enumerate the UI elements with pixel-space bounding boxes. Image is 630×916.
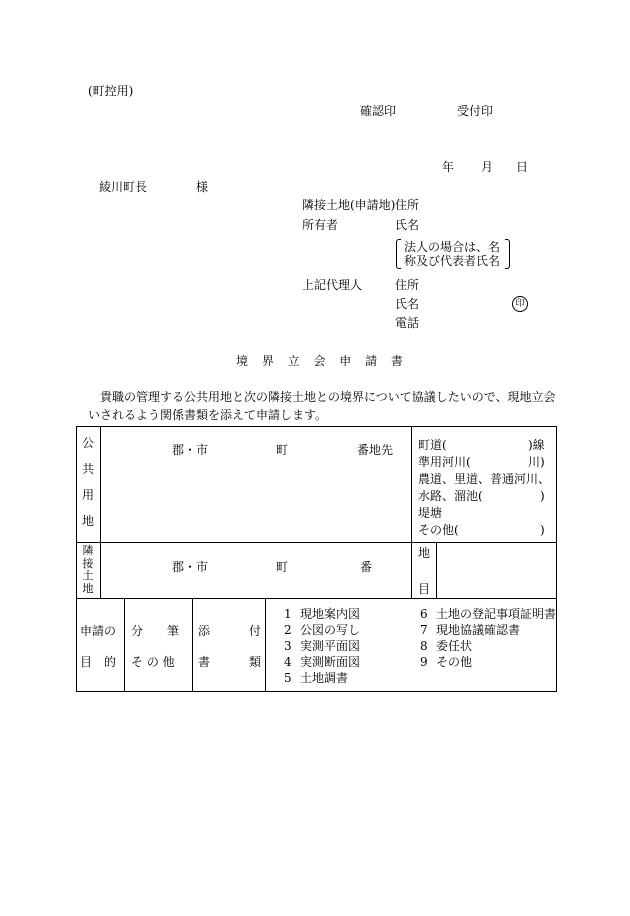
doc-num: 9 — [420, 655, 428, 669]
type-label-waterway: 水路、溜池( — [418, 489, 483, 503]
seal-icon: 印 — [512, 296, 528, 312]
purpose-label-a: 申請の — [80, 624, 117, 638]
doc-text: 土地調書 — [300, 671, 349, 685]
type-label-river: 準用河川( — [418, 455, 471, 469]
type-close-town-road: )線 — [528, 438, 545, 452]
type-label-farm-road: 農道、里道、普通河川、 — [418, 472, 551, 486]
public-land-char-4: 地 — [81, 514, 94, 528]
doc-num: 7 — [420, 623, 428, 637]
doc-num: 8 — [420, 639, 428, 653]
adjacent-char-2: 接 — [82, 556, 94, 570]
doc-text: 委任状 — [436, 639, 473, 653]
adjacent-char-4: 地 — [82, 581, 94, 595]
purpose-sonota: そ の 他 — [131, 655, 175, 669]
doc-text: 現地案内図 — [300, 607, 361, 621]
adjacent-land-label: 隣接土地(申請地) — [302, 198, 396, 212]
doc-num: 4 — [284, 655, 292, 669]
doc-text: 土地の登記事項証明書 — [436, 607, 557, 621]
agent-label: 上記代理人 — [302, 278, 363, 292]
attach-char-2: 付 — [249, 624, 262, 638]
adjacent-char-1: 隣 — [82, 544, 94, 557]
doc-text: その他 — [436, 655, 473, 669]
doc-text: 実測平面図 — [300, 639, 361, 653]
doc-num: 3 — [284, 639, 292, 653]
office-use-label: (町控用) — [88, 84, 134, 98]
docs-char-2: 類 — [249, 655, 262, 669]
doc-text: 公図の写し — [300, 623, 361, 637]
corp-note-line2: 称及び代表者氏名 — [404, 254, 501, 268]
receipt-seal-label: 受付印 — [457, 104, 494, 118]
adjacent-ban: 番 — [360, 560, 373, 574]
applicant-address-label: 住所 — [395, 198, 420, 212]
type-close-river: 川) — [528, 455, 545, 469]
owner-label: 所有者 — [302, 218, 339, 232]
adjacent-gun-shi: 郡・市 — [172, 560, 209, 574]
chimoku-char-1: 地 — [418, 546, 431, 560]
docs-char-1: 書 — [198, 655, 211, 669]
date-day: 日 — [516, 160, 529, 174]
public-gun-shi: 郡・市 — [172, 443, 209, 457]
phone-label: 電話 — [395, 316, 420, 330]
doc-text: 実測断面図 — [300, 655, 361, 669]
corp-note-bracket-left — [396, 239, 401, 269]
attach-char-1: 添 — [198, 624, 211, 638]
addressee: 綾川町長 — [99, 180, 148, 194]
public-land-char-1: 公 — [81, 436, 94, 450]
type-close-other: ) — [540, 523, 545, 537]
purpose-bunpitsu: 分 筆 — [131, 624, 180, 638]
adjacent-char-3: 土 — [82, 569, 94, 582]
corp-note-bracket-right — [505, 239, 510, 269]
type-label-other: その他( — [418, 523, 459, 537]
confirm-seal-label: 確認印 — [360, 104, 397, 118]
doc-num: 6 — [420, 607, 428, 621]
chimoku-char-2: 目 — [418, 582, 431, 596]
agent-address-label: 住所 — [395, 278, 420, 292]
public-banchi: 番地先 — [357, 443, 394, 457]
agent-name-label: 氏名 — [395, 297, 420, 311]
public-land-char-2: 共 — [81, 462, 94, 476]
doc-text: 現地協議確認書 — [436, 623, 521, 637]
adjacent-machi: 町 — [276, 560, 289, 574]
type-label-embankment: 堤塘 — [418, 506, 443, 520]
intro-line1: 貴職の管理する公共用地と次の隣接土地との境界について協議したいので、現地立会 — [100, 390, 556, 404]
doc-num: 2 — [284, 623, 292, 637]
applicant-name-label: 氏名 — [395, 218, 420, 232]
public-land-char-3: 用 — [81, 488, 94, 502]
doc-num: 5 — [284, 671, 292, 685]
public-machi: 町 — [276, 443, 289, 457]
date-year: 年 — [442, 160, 455, 174]
doc-num: 1 — [284, 607, 292, 621]
type-close-waterway: ) — [540, 489, 545, 503]
intro-line2: いされるよう関係書類を添えて申請します。 — [88, 408, 328, 422]
date-month: 月 — [481, 160, 494, 174]
purpose-label-b: 目 的 — [80, 655, 117, 669]
page-title: 境 界 立 会 申 請 書 — [236, 354, 408, 368]
honorific: 様 — [196, 180, 209, 194]
corp-note-line1: 法人の場合は、名 — [404, 240, 501, 254]
type-label-town-road: 町道( — [418, 438, 447, 452]
